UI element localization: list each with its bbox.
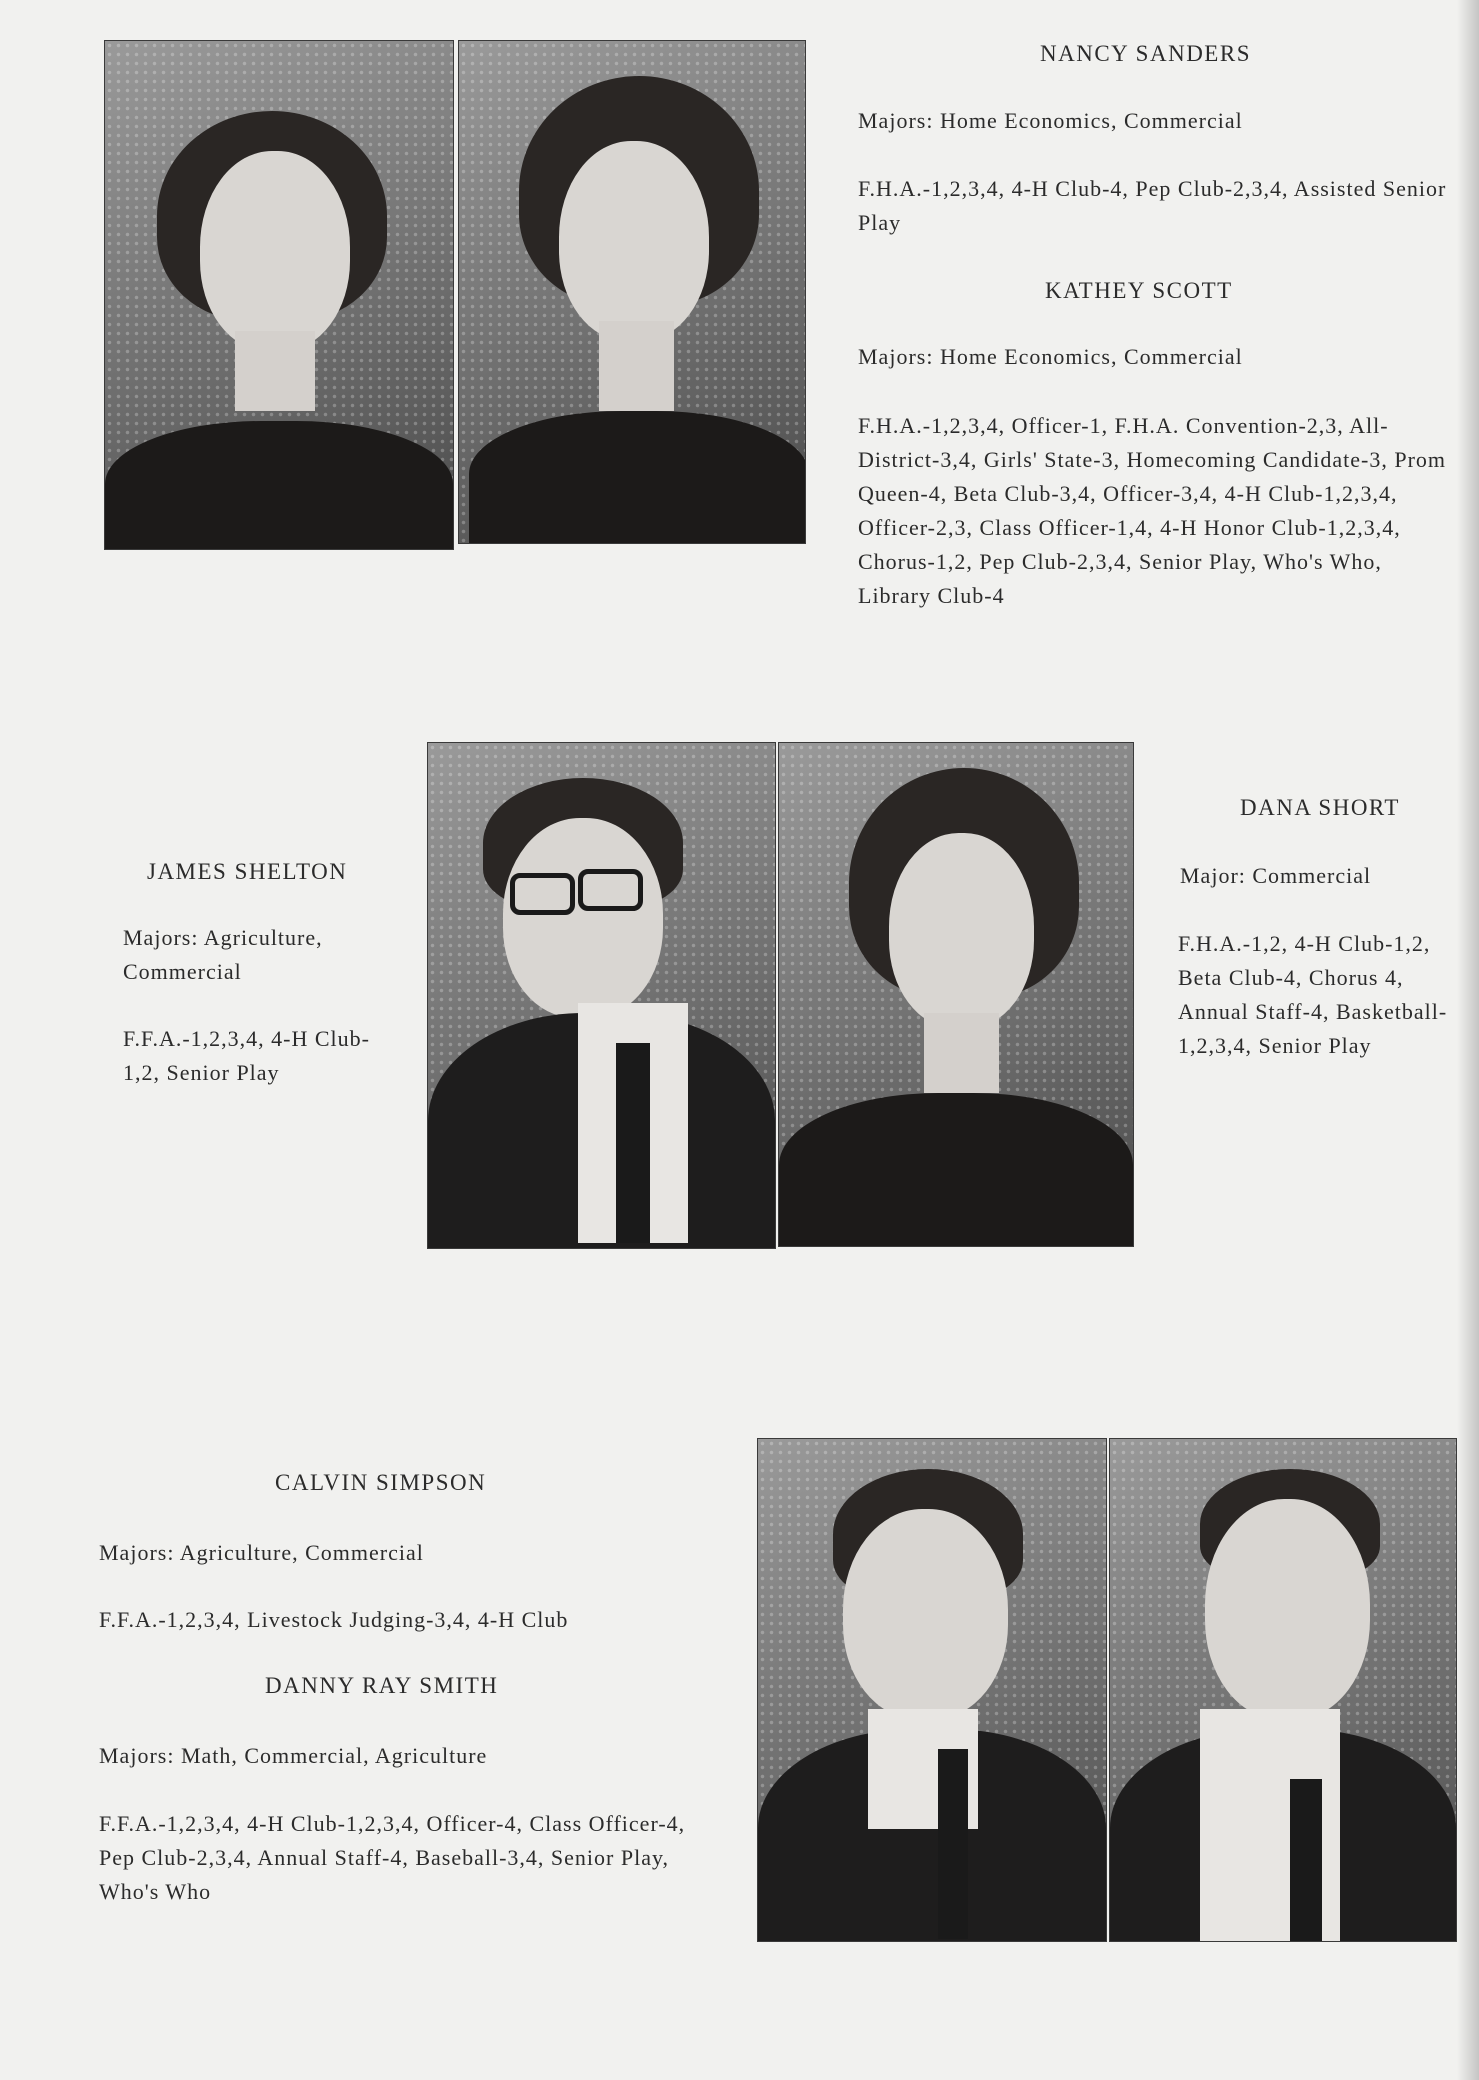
student-name: CALVIN SIMPSON bbox=[275, 1470, 487, 1495]
student-name: JAMES SHELTON bbox=[147, 859, 348, 884]
student-majors: Majors: Agriculture, Commercial bbox=[99, 1540, 424, 1565]
student-majors: Majors: Math, Commercial, Agriculture bbox=[99, 1743, 488, 1768]
portrait-neck bbox=[235, 331, 315, 411]
portrait-tie bbox=[1290, 1779, 1322, 1942]
portrait-calvin-simpson bbox=[757, 1438, 1107, 1942]
student-majors: Majors: Home Economics, Commercial bbox=[858, 344, 1243, 369]
page-edge-shadow bbox=[1457, 0, 1479, 2080]
portrait-face bbox=[200, 151, 350, 351]
portrait-face bbox=[1205, 1499, 1370, 1719]
portrait-neck bbox=[599, 321, 674, 411]
student-name: DANA SHORT bbox=[1240, 795, 1400, 820]
portrait-james-shelton bbox=[427, 742, 776, 1249]
portrait-tie bbox=[616, 1043, 650, 1243]
student-majors: Majors: Home Economics, Commercial bbox=[858, 108, 1243, 133]
portrait-face bbox=[559, 141, 709, 341]
portrait-glasses bbox=[578, 869, 643, 911]
portrait-dress bbox=[469, 411, 806, 544]
portrait-face bbox=[889, 833, 1034, 1028]
portrait-face bbox=[503, 818, 663, 1018]
student-activities: F.F.A.-1,2,3,4, Livestock Judging-3,4, 4-H Club bbox=[99, 1607, 569, 1632]
portrait-kathey-scott bbox=[458, 40, 806, 544]
student-majors: Majors: Agriculture, Commercial bbox=[123, 925, 323, 984]
portrait-dress bbox=[779, 1093, 1133, 1247]
student-activities: F.H.A.-1,2,3,4, Officer-1, F.H.A. Convention-2,3, All-District-3,4, Girls' State-3, Homecoming Candidate-3, Prom Queen-4, Beta Club-3,4, Officer-3,4, 4-H Club-1,2,3,4, Officer-2,3, Class Officer-1,4, 4-H Honor Club-1,2,3,4, Chorus-1,2, Pep Club-2,3,4, Senior Play, Who's Who, Library Club-4 bbox=[858, 413, 1447, 608]
student-name: DANNY RAY SMITH bbox=[265, 1673, 499, 1698]
portrait-glasses bbox=[510, 873, 575, 915]
student-activities: F.F.A.-1,2,3,4, 4-H Club-1,2,3,4, Officer-4, Class Officer-4, Pep Club-2,3,4, Annual Staff-4, Baseball-3,4, Senior Play, Who's Who bbox=[99, 1811, 686, 1904]
portrait-face bbox=[843, 1509, 1008, 1719]
student-name: NANCY SANDERS bbox=[1040, 41, 1251, 66]
portrait-tie bbox=[938, 1749, 968, 1939]
portrait-nancy-sanders bbox=[104, 40, 454, 550]
portrait-dana-short bbox=[778, 742, 1134, 1247]
student-activities: F.H.A.-1,2,3,4, 4-H Club-4, Pep Club-2,3,4, Assisted Senior Play bbox=[858, 176, 1447, 235]
portrait-dress bbox=[105, 421, 453, 550]
student-activities: F.F.A.-1,2,3,4, 4-H Club-1,2, Senior Play bbox=[123, 1026, 370, 1085]
portrait-danny-ray-smith bbox=[1109, 1438, 1457, 1942]
student-majors: Major: Commercial bbox=[1180, 863, 1372, 888]
portrait-neck bbox=[924, 1013, 999, 1093]
student-name: KATHEY SCOTT bbox=[1045, 278, 1233, 303]
student-activities: F.H.A.-1,2, 4-H Club-1,2, Beta Club-4, Chorus 4, Annual Staff-4, Basketball-1,2,3,4, Senior Play bbox=[1178, 931, 1448, 1058]
